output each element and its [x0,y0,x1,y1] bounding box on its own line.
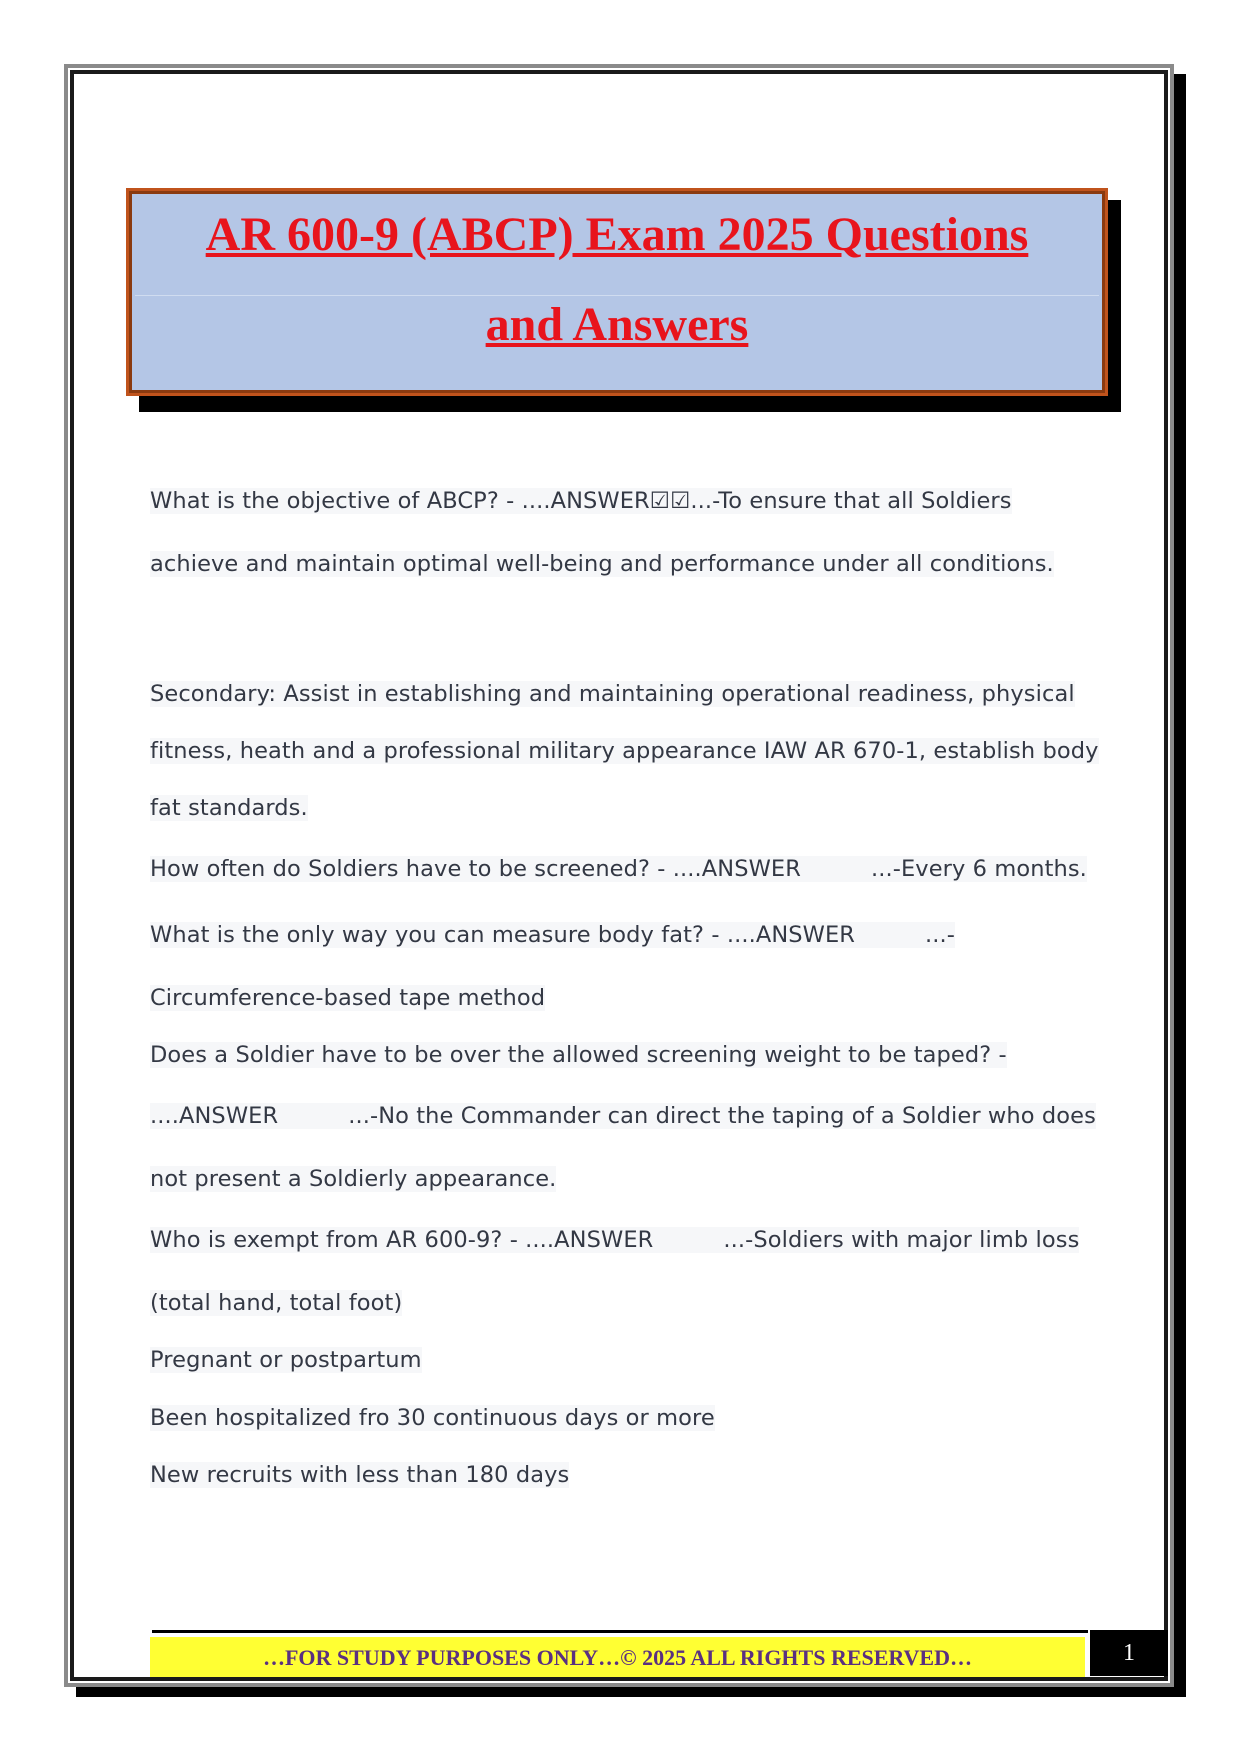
question-5: Who is exempt from AR 600-9? - ....ANSWER ...-Soldiers with major limb loss [150,1227,1080,1253]
question-4-line-3: not present a Soldierly appearance. [150,1166,557,1192]
title-divider [135,295,1099,296]
title-line-2: and Answers [485,298,749,351]
question-1-line-1: What is the objective of ABCP? - ....ANSWER☑☑...-To ensure that all Soldiers [150,488,1012,514]
question-5-line-3: Pregnant or postpartum [150,1347,422,1373]
title-line-1: AR 600-9 (ABCP) Exam 2025 Questions [205,208,1029,261]
question-5-line-4: Been hospitalized fro 30 continuous days or more [150,1405,715,1431]
page-number: 1 [1090,1630,1168,1676]
question-2: How often do Soldiers have to be screened? - ....ANSWER ...-Every 6 months. [150,856,1087,882]
secondary-line-2: fitness, heath and a professional military appearance IAW AR 670-1, establish body [150,738,1099,764]
question-4-line-1: Does a Soldier have to be over the allowed screening weight to be taped? - [150,1042,1007,1068]
question-3: What is the only way you can measure body fat? - ....ANSWER ...- [150,922,956,948]
footer-rule [152,1630,1088,1633]
question-3-answer: Circumference-based tape method [150,985,546,1011]
secondary-line-1: Secondary: Assist in establishing and maintaining operational readiness, physical [150,681,1075,707]
question-1-line-2: achieve and maintain optimal well-being and performance under all conditions. [150,551,1054,577]
secondary-line-3: fat standards. [150,795,308,821]
question-5-line-2: (total hand, total foot) [150,1290,403,1316]
footer-text: …FOR STUDY PURPOSES ONLY…© 2025 ALL RIGHTS RESERVED… [262,1645,972,1670]
question-4-line-2: ....ANSWER ...-No the Commander can direct the taping of a Soldier who does [150,1103,1096,1129]
question-5-line-5: New recruits with less than 180 days [150,1462,570,1488]
title-box [126,188,1108,396]
